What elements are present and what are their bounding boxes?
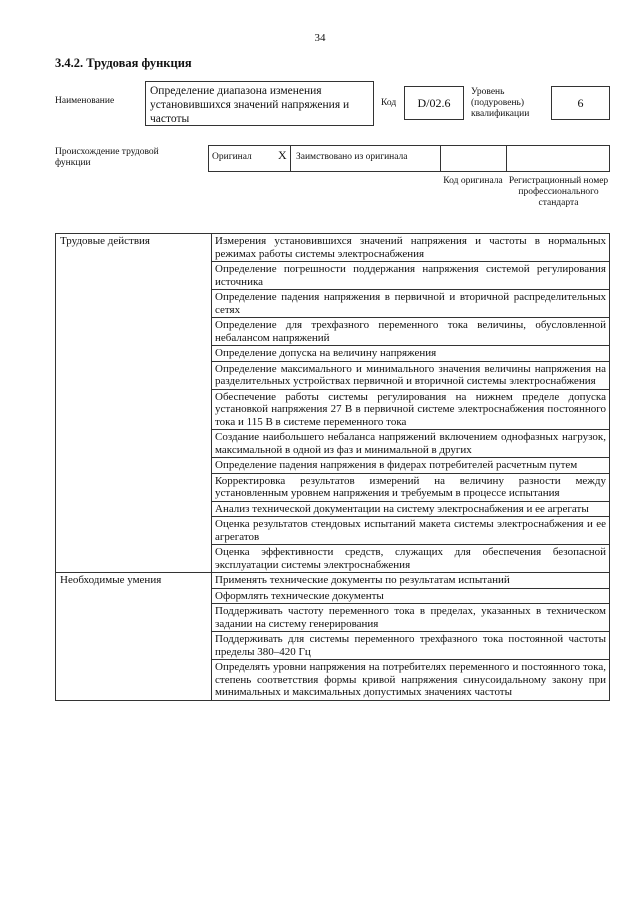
origin-divider bbox=[506, 145, 507, 172]
labor_actions-item: Обеспечение работы системы регулирования на нижнем пределе допуска установкой напряжения 27 В в первичной системе электроснабжения постоянного тока и 115 В в системе переменного тока bbox=[212, 389, 610, 430]
level-value: 6 bbox=[577, 96, 584, 110]
borrowed-label: Заимствовано из оригинала bbox=[296, 152, 408, 162]
labor_actions-item: Определение погрешности поддержания напряжения системой регулирования источника bbox=[212, 262, 610, 290]
labor_actions-label: Трудовые действия bbox=[56, 234, 212, 573]
original-label: Оригинал bbox=[212, 152, 252, 162]
section-title: 3.4.2. Трудовая функция bbox=[55, 56, 192, 70]
reg-caption: Регистрационный номер профессионального стандарта bbox=[508, 176, 609, 208]
function-name-box bbox=[145, 81, 374, 126]
name-label: Наименование bbox=[55, 96, 115, 106]
origin-label: Происхождение трудовой функции bbox=[55, 147, 159, 168]
page-number: 34 bbox=[314, 32, 326, 44]
labor_actions-item: Оценка эффективности средств, служащих для обеспечения безопасной эксплуатации системы электроснабжения bbox=[212, 545, 610, 573]
function-name-value: Определение диапазона изменения установившихся значений напряжения и частоты bbox=[150, 85, 350, 125]
code-caption: Код оригинала bbox=[443, 176, 503, 186]
code-box bbox=[404, 86, 464, 120]
labor_actions-item: Определение максимального и минимального значения величины напряжения на разделительных устройствах первичной и вторичной системы электроснабжения bbox=[212, 361, 610, 389]
origin-divider bbox=[440, 145, 441, 172]
table-row bbox=[56, 234, 610, 262]
competency-table bbox=[55, 233, 610, 701]
skills-item: Поддерживать для системы переменного трехфазного тока постоянной частоты пределы 380–420 Гц bbox=[212, 632, 610, 660]
labor_actions-item: Определение падения напряжения в первичной и вторичной распределительных сетях bbox=[212, 290, 610, 318]
labor_actions-item: Корректировка результатов измерений на величину разности между установленным уровнем напряжения и требуемым в процессе испытания bbox=[212, 473, 610, 501]
labor_actions-item: Определение допуска на величину напряжения bbox=[212, 346, 610, 362]
labor_actions-item: Создание наибольшего небаланса напряжений включением однофазных нагрузок, максимальной в одной из фаз и минимальной в других bbox=[212, 430, 610, 458]
original-mark: X bbox=[278, 148, 287, 162]
table-row bbox=[56, 573, 610, 589]
origin-row bbox=[208, 145, 610, 172]
labor_actions-item: Измерения установившихся значений напряжения и частоты в нормальных режимах работы системы электроснабжения bbox=[212, 234, 610, 262]
skills-item: Применять технические документы по результатам испытаний bbox=[212, 573, 610, 589]
labor_actions-item: Определение для трехфазного переменного тока величины, обусловленной небалансом напряжений bbox=[212, 318, 610, 346]
labor_actions-item: Анализ технической документации на систему электроснабжения и ее агрегаты bbox=[212, 501, 610, 517]
level-label: Уровень (подуровень) квалификации bbox=[471, 87, 530, 119]
skills-item: Поддерживать частоту переменного тока в пределах, указанных в техническом задании на систему генерирования bbox=[212, 604, 610, 632]
level-box bbox=[551, 86, 610, 120]
skills-item: Определять уровни напряжения на потребителях переменного и постоянного тока, степень соответствия формы кривой напряжения синусоидальному закону при минимальных и максимальных допустимых значениях частоты bbox=[212, 660, 610, 701]
code-label: Код bbox=[381, 98, 397, 108]
skills-item: Оформлять технические документы bbox=[212, 588, 610, 604]
skills-label: Необходимые умения bbox=[56, 573, 212, 701]
origin-divider bbox=[290, 145, 291, 172]
labor_actions-item: Определение падения напряжения в фидерах потребителей расчетным путем bbox=[212, 458, 610, 474]
labor_actions-item: Оценка результатов стендовых испытаний макета системы электроснабжения и ее агрегатов bbox=[212, 517, 610, 545]
code-value: D/02.6 bbox=[417, 96, 451, 110]
